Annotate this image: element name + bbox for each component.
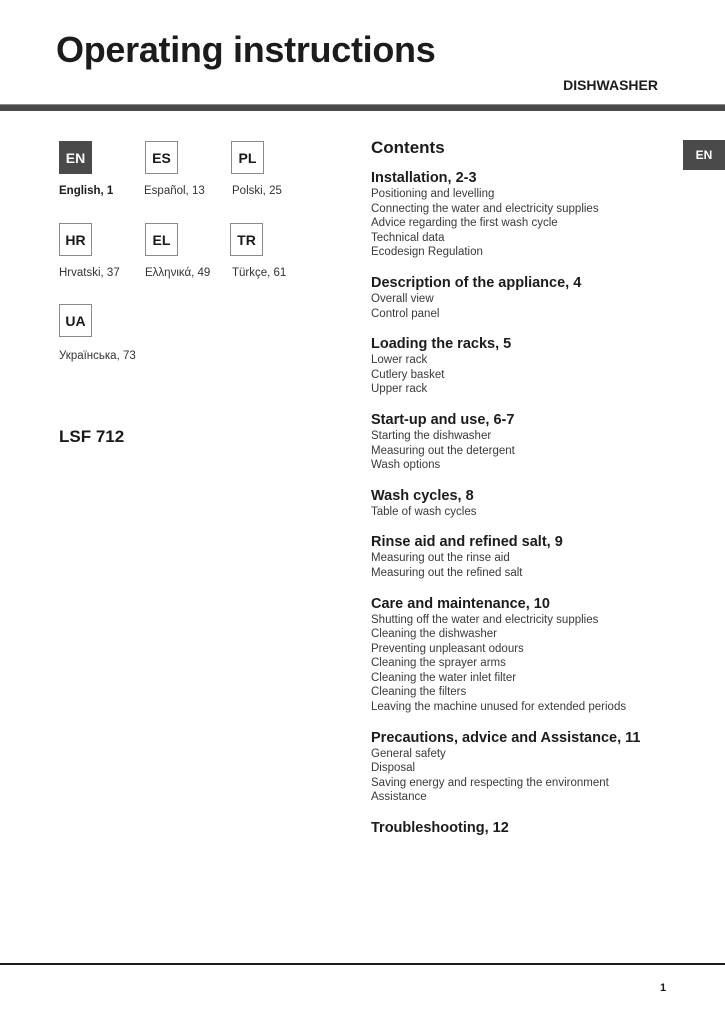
- language-label-ua[interactable]: Українська, 73: [59, 350, 136, 362]
- toc-item[interactable]: Measuring out the rinse aid: [371, 552, 510, 565]
- toc-item[interactable]: Saving energy and respecting the environment: [371, 776, 609, 789]
- toc-section: [371, 412, 701, 473]
- toc-section: [371, 488, 701, 520]
- toc-section: [371, 275, 701, 321]
- model-number: LSF 712: [59, 427, 125, 446]
- language-label-en[interactable]: English, 1: [59, 185, 114, 197]
- toc-section: [371, 534, 701, 580]
- toc-item[interactable]: Preventing unpleasant odours: [371, 642, 524, 655]
- toc-item[interactable]: Cleaning the filters: [371, 686, 467, 699]
- language-box-ua[interactable]: UA: [59, 304, 92, 337]
- toc-item[interactable]: Technical data: [371, 231, 445, 244]
- toc-heading[interactable]: Loading the racks, 5: [371, 336, 512, 353]
- contents-title: Contents: [371, 138, 445, 157]
- footer-divider: [0, 963, 725, 965]
- toc-heading[interactable]: Start-up and use, 6-7: [371, 411, 515, 428]
- toc-item[interactable]: Measuring out the refined salt: [371, 566, 523, 579]
- language-label-hr[interactable]: Hrvatski, 37: [59, 267, 120, 279]
- toc-item[interactable]: Control panel: [371, 307, 440, 320]
- toc-section: [371, 336, 701, 397]
- toc-item[interactable]: Connecting the water and electricity supplies: [371, 202, 599, 215]
- toc-section: [371, 596, 701, 715]
- toc-heading[interactable]: Description of the appliance, 4: [371, 274, 582, 291]
- language-box-pl[interactable]: PL: [231, 141, 264, 174]
- toc-item[interactable]: Overall view: [371, 292, 434, 305]
- toc-item[interactable]: Cleaning the water inlet filter: [371, 671, 517, 684]
- toc-section: [371, 170, 701, 260]
- toc-heading[interactable]: Troubleshooting, 12: [371, 820, 509, 837]
- toc-item[interactable]: General safety: [371, 747, 446, 760]
- toc-item[interactable]: Cleaning the sprayer arms: [371, 657, 506, 670]
- toc-item[interactable]: Measuring out the detergent: [371, 444, 515, 457]
- toc-heading[interactable]: Installation, 2-3: [371, 170, 477, 186]
- document-subtitle: DISHWASHER: [563, 77, 658, 93]
- language-label-tr[interactable]: Türkçe, 61: [232, 267, 287, 279]
- language-box-el[interactable]: EL: [145, 223, 178, 256]
- toc-item[interactable]: Shutting off the water and electricity supplies: [371, 613, 599, 626]
- toc-item[interactable]: Cleaning the dishwasher: [371, 628, 497, 641]
- language-box-tr[interactable]: TR: [230, 223, 263, 256]
- toc-item[interactable]: Lower rack: [371, 354, 428, 367]
- toc-item[interactable]: Advice regarding the first wash cycle: [371, 217, 558, 230]
- toc-heading[interactable]: Rinse aid and refined salt, 9: [371, 534, 563, 551]
- toc-item[interactable]: Ecodesign Regulation: [371, 246, 483, 259]
- toc-item[interactable]: Disposal: [371, 762, 416, 775]
- toc-item[interactable]: Cutlery basket: [371, 368, 445, 381]
- toc-item[interactable]: Positioning and levelling: [371, 188, 495, 200]
- language-label-es[interactable]: Español, 13: [144, 185, 205, 197]
- toc-item[interactable]: Table of wash cycles: [371, 505, 477, 518]
- language-box-es[interactable]: ES: [145, 141, 178, 174]
- toc-heading[interactable]: Precautions, advice and Assistance, 11: [371, 729, 641, 746]
- toc-heading[interactable]: Care and maintenance, 10: [371, 595, 550, 612]
- language-side-tab: EN: [683, 140, 725, 170]
- toc-item[interactable]: Leaving the machine unused for extended periods: [371, 701, 627, 714]
- header-divider: [0, 104, 725, 111]
- toc-item[interactable]: Upper rack: [371, 383, 428, 396]
- toc-section: [371, 820, 701, 837]
- language-box-hr[interactable]: HR: [59, 223, 92, 256]
- language-label-pl[interactable]: Polski, 25: [232, 185, 282, 197]
- toc-item[interactable]: Wash options: [371, 459, 441, 472]
- page-number: 1: [660, 982, 667, 994]
- toc-section: [371, 730, 701, 805]
- language-box-en[interactable]: EN: [59, 141, 92, 174]
- table-of-contents: [371, 170, 701, 852]
- language-label-el[interactable]: Ελληνικά, 49: [145, 267, 211, 279]
- toc-item[interactable]: Starting the dishwasher: [371, 429, 492, 442]
- document-title: Operating instructions: [56, 29, 436, 70]
- toc-heading[interactable]: Wash cycles, 8: [371, 487, 474, 504]
- toc-item[interactable]: Assistance: [371, 791, 427, 804]
